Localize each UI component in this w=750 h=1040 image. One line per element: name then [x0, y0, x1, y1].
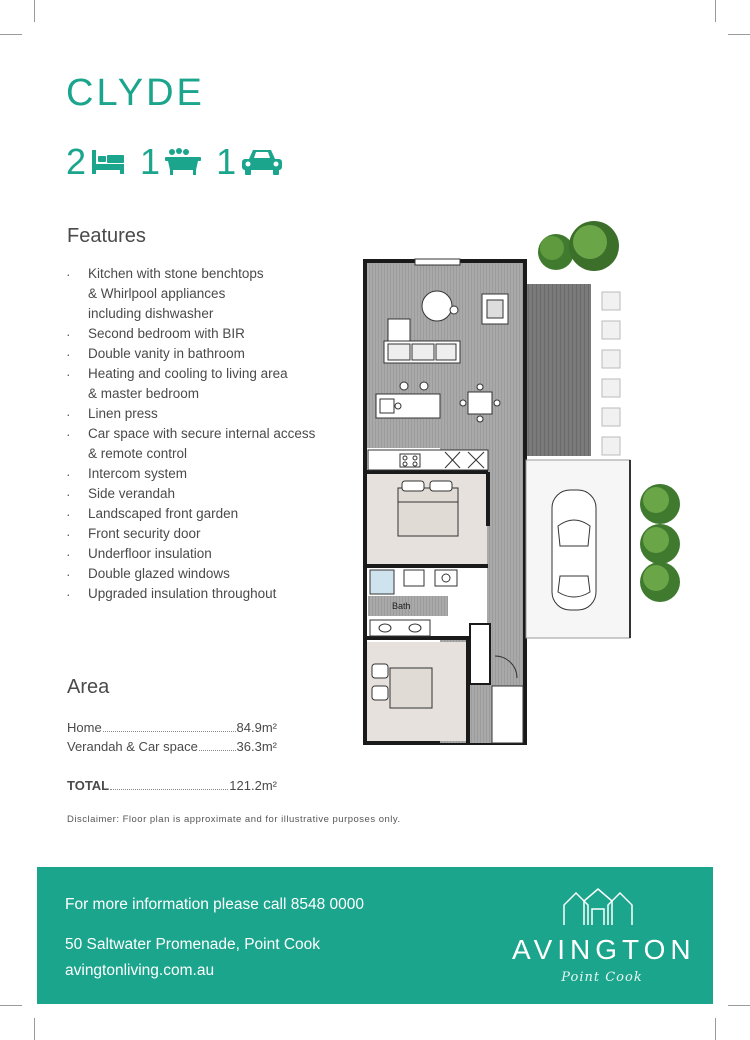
feature-item: · Underfloor insulation [66, 544, 346, 564]
bathroom-count: 1 [140, 141, 161, 182]
feature-item: & master bedroom [88, 386, 200, 401]
feature-item: including dishwasher [88, 306, 214, 321]
feature-item: · Linen press [66, 404, 346, 424]
total-label: TOTAL [67, 778, 110, 793]
feature-item: & Whirlpool appliances [88, 286, 226, 301]
feature-item: · Double vanity in bathroom [66, 344, 346, 364]
area-table [67, 720, 277, 758]
feature-item: · Landscaped front garden [66, 504, 346, 524]
disclaimer: Disclaimer: Floor plan is approximate and for illustrative purposes only. [67, 814, 401, 825]
features-heading: Features [67, 225, 146, 247]
crop-mark [715, 0, 716, 22]
bathtub-icon [164, 148, 202, 176]
car-icon [240, 147, 284, 177]
area-heading: Area [67, 676, 110, 698]
houses-logo-icon [562, 887, 642, 927]
feature-item: · Front security door [66, 524, 346, 544]
feature-item: · Double glazed windows [66, 564, 346, 584]
area-total [67, 778, 277, 797]
dot-leader [110, 789, 228, 790]
area-row-total [67, 778, 277, 797]
page-title: CLYDE [66, 72, 205, 114]
crop-mark [34, 1018, 35, 1040]
specs-row [66, 142, 298, 182]
crop-mark [728, 34, 750, 35]
area-value: 84.9m² [236, 720, 277, 735]
feature-item: · Intercom system [66, 464, 346, 484]
feature-item: · Upgraded insulation throughout [66, 584, 346, 604]
floor-plan [360, 216, 700, 746]
feature-item: · Side verandah [66, 484, 346, 504]
feature-item: · Car space with secure internal access [66, 424, 346, 444]
website-link[interactable]: avingtonliving.com.au [65, 962, 215, 979]
brand-logo [512, 887, 696, 985]
feature-item: & remote control [88, 446, 188, 461]
total-value: 121.2m² [229, 778, 277, 793]
area-label: Verandah & Car space [67, 739, 198, 754]
features-list [66, 264, 346, 604]
bedroom-count: 2 [66, 141, 87, 182]
car-count: 1 [216, 141, 237, 182]
tree-icon [538, 221, 619, 271]
bath-label: Bath [392, 601, 411, 611]
crop-mark [0, 34, 22, 35]
brand-location: Point Cook [561, 970, 643, 985]
crop-mark [728, 1005, 750, 1006]
feature-item: · Heating and cooling to living area [66, 364, 346, 384]
dot-leader [103, 731, 236, 732]
brand-name: AVINGTON [512, 934, 696, 965]
area-row-home [67, 720, 277, 739]
dot-leader [199, 750, 236, 751]
crop-mark [0, 1005, 22, 1006]
feature-item: · Second bedroom with BIR [66, 324, 346, 344]
area-label: Home [67, 720, 102, 735]
phone-line: For more information please call 8548 0000 [65, 896, 364, 913]
bed-icon [90, 148, 126, 176]
footer-banner [37, 867, 713, 1004]
area-row-verandah [67, 739, 277, 758]
feature-item: · Kitchen with stone benchtops [66, 264, 346, 284]
crop-mark [715, 1018, 716, 1040]
address: 50 Saltwater Promenade, Point Cook [65, 936, 321, 953]
crop-mark [34, 0, 35, 22]
area-value: 36.3m² [236, 739, 277, 754]
car-icon [552, 490, 596, 610]
tree-icon [640, 484, 680, 602]
